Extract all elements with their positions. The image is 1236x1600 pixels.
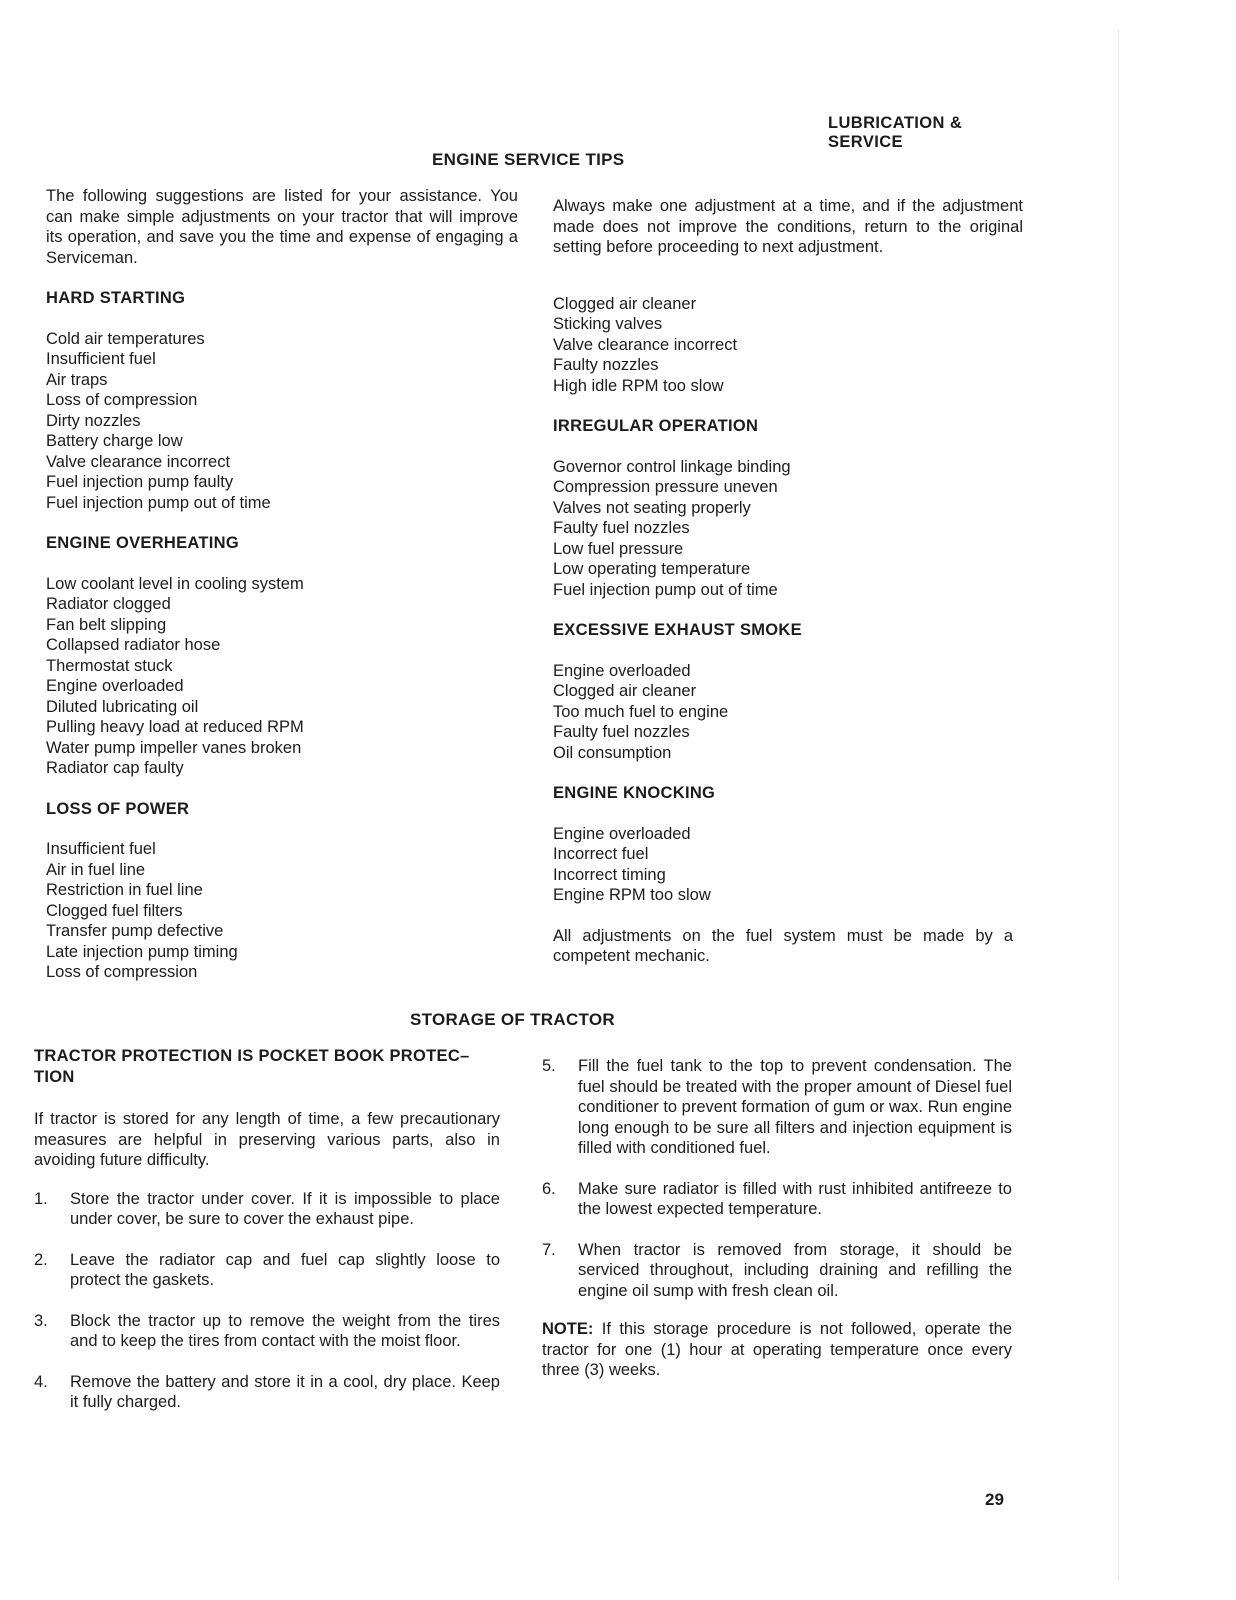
- list-item: Faulty nozzles: [553, 356, 659, 374]
- note-label: NOTE:: [542, 1320, 594, 1338]
- step-text: When tractor is removed from storage, it should be serviced throughout, including draining and refilling the engine oil sump with fresh clean oil.: [578, 1240, 1012, 1300]
- list-item: Radiator clogged: [46, 595, 171, 613]
- step-number: 4.: [34, 1372, 48, 1391]
- list-item: Compression pressure uneven: [553, 478, 778, 496]
- storage-title: STORAGE OF TRACTOR: [410, 1010, 616, 1029]
- engine-overheating-heading: ENGINE OVERHEATING: [46, 534, 240, 552]
- list-item: Incorrect fuel: [553, 845, 649, 863]
- step-text: Leave the radiator cap and fuel cap slightly loose to protect the gaskets.: [70, 1250, 500, 1289]
- loss-of-power-list: [46, 839, 518, 983]
- storage-step: [34, 1311, 500, 1352]
- list-item: Incorrect timing: [553, 865, 666, 884]
- storage-step: [542, 1240, 1012, 1302]
- list-item: Late injection pump timing: [46, 942, 238, 961]
- list-item: Dirty nozzles: [46, 411, 141, 430]
- note-text: If this storage procedure is not followed, operate the tractor for one (1) hour at operating temperature once every three (3) weeks.: [542, 1320, 1012, 1379]
- storage-steps-left: [34, 1189, 500, 1413]
- list-item: Air traps: [46, 370, 108, 389]
- step-number: 7.: [542, 1240, 556, 1259]
- list-item: Fan belt slipping: [46, 615, 167, 634]
- list-item: Restriction in fuel line: [46, 881, 203, 899]
- step-number: 3.: [34, 1311, 48, 1330]
- list-item: Valve clearance incorrect: [46, 452, 231, 471]
- list-item: Cold air temperatures: [46, 329, 205, 348]
- engine-tips-left-column: [46, 186, 518, 983]
- storage-step: [542, 1179, 1012, 1220]
- step-number: 6.: [542, 1179, 556, 1198]
- excessive-exhaust-smoke-heading: EXCESSIVE EXHAUST SMOKE: [553, 621, 802, 639]
- storage-step: [34, 1250, 500, 1291]
- list-item: Collapsed radiator hose: [46, 636, 221, 654]
- list-item: Engine overloaded: [553, 661, 691, 680]
- list-item: Fuel injection pump out of time: [553, 580, 778, 599]
- list-item: Engine overloaded: [553, 824, 691, 843]
- list-item: Low operating temperature: [553, 560, 751, 578]
- storage-step: [542, 1056, 1012, 1159]
- storage-left-column: [34, 1046, 500, 1413]
- storage-steps-right: [542, 1056, 1012, 1301]
- storage-intro: If tractor is stored for any length of time, a few precautionary measures are helpful in preserving various parts, also in avoiding future difficulty.: [34, 1110, 500, 1169]
- list-item: Engine overloaded: [46, 677, 184, 695]
- step-text: Make sure radiator is filled with rust inhibited antifreeze to the lowest expected temperature.: [578, 1179, 1012, 1218]
- list-item: Battery charge low: [46, 432, 183, 450]
- list-item: Low coolant level in cooling system: [46, 574, 304, 593]
- storage-step: [34, 1372, 500, 1413]
- list-item: Insufficient fuel: [46, 350, 156, 368]
- engine-tips-right-column: [553, 196, 1023, 967]
- storage-note: [542, 1319, 1012, 1381]
- step-number: 2.: [34, 1250, 48, 1269]
- fuel-system-note: All adjustments on the fuel system must be made by a competent mechanic.: [553, 926, 1013, 965]
- step-number: 5.: [542, 1057, 556, 1075]
- list-item: Faulty fuel nozzles: [553, 723, 690, 741]
- list-item: Clogged fuel filters: [46, 901, 183, 920]
- storage-right-column: [542, 1056, 1012, 1381]
- loss-of-power-heading: LOSS OF POWER: [46, 799, 190, 818]
- list-item: Engine RPM too slow: [553, 886, 711, 904]
- step-text: Store the tractor under cover. If it is impossible to place under cover, be sure to cover the exhaust pipe.: [70, 1189, 500, 1228]
- storage-step: [34, 1189, 500, 1230]
- protection-heading: TRACTOR PROTECTION IS POCKET BOOK PROTEC– TION: [34, 1047, 470, 1086]
- list-item: Valve clearance incorrect: [553, 335, 738, 354]
- list-item: Pulling heavy load at reduced RPM: [46, 718, 304, 736]
- list-item: Sticking valves: [553, 315, 663, 333]
- list-item: Low fuel pressure: [553, 539, 684, 558]
- engine-service-tips-title: ENGINE SERVICE TIPS: [432, 150, 625, 169]
- hard-starting-list: [46, 329, 518, 514]
- list-item: Transfer pump defective: [46, 922, 224, 940]
- list-item: Thermostat stuck: [46, 656, 173, 675]
- list-item: Radiator cap faulty: [46, 759, 184, 777]
- list-item: Diluted lubricating oil: [46, 697, 199, 716]
- engine-knocking-list: [553, 824, 1023, 906]
- list-item: Air in fuel line: [46, 860, 146, 879]
- step-number: 1.: [34, 1189, 48, 1208]
- list-item: Valves not seating properly: [553, 498, 751, 517]
- hard-starting-list-continued: [553, 294, 1023, 397]
- irregular-operation-heading: IRREGULAR OPERATION: [553, 417, 759, 435]
- page-edge-shadow: [1118, 30, 1119, 1580]
- step-text: Fill the fuel tank to the top to prevent condensation. The fuel should be treated with the proper amount of Diesel fuel conditioner to prevent formation of gum or wax. Run engine long enough to be sure all filters and injection equipment is filled with conditioned fuel.: [578, 1057, 1012, 1157]
- list-item: Oil consumption: [553, 743, 672, 762]
- irregular-operation-list: [553, 457, 1023, 601]
- excessive-exhaust-smoke-list: [553, 661, 1023, 764]
- page-number: 29: [985, 1490, 1004, 1509]
- step-text: Block the tractor up to remove the weight from the tires and to keep the tires from contact with the moist floor.: [70, 1311, 500, 1350]
- list-item: Fuel injection pump faulty: [46, 473, 234, 491]
- list-item: Water pump impeller vanes broken: [46, 738, 302, 757]
- running-head: LUBRICATION & SERVICE: [828, 114, 963, 151]
- engine-overheating-list: [46, 574, 518, 779]
- list-item: Faulty fuel nozzles: [553, 519, 690, 537]
- list-item: Fuel injection pump out of time: [46, 493, 271, 512]
- list-item: High idle RPM too slow: [553, 376, 724, 395]
- intro-paragraph: The following suggestions are listed for your assistance. You can make simple adjustments on your tractor that will improve its operation, and save you the time and expense of engaging a Serviceman.: [46, 187, 518, 267]
- list-item: Too much fuel to engine: [553, 702, 729, 721]
- list-item: Insufficient fuel: [46, 840, 156, 858]
- hard-starting-heading: HARD STARTING: [46, 289, 186, 307]
- step-text: Remove the battery and store it in a cool, dry place. Keep it fully charged.: [70, 1372, 500, 1411]
- list-item: Governor control linkage binding: [553, 457, 791, 476]
- list-item: Loss of compression: [46, 963, 198, 981]
- list-item: Clogged air cleaner: [553, 682, 697, 700]
- list-item: Loss of compression: [46, 391, 198, 409]
- adjustment-paragraph: Always make one adjustment at a time, and if the adjustment made does not improve the conditions, return to the original setting before proceeding to next adjustment.: [553, 197, 1023, 256]
- engine-knocking-heading: ENGINE KNOCKING: [553, 784, 716, 802]
- list-item: Clogged air cleaner: [553, 294, 697, 313]
